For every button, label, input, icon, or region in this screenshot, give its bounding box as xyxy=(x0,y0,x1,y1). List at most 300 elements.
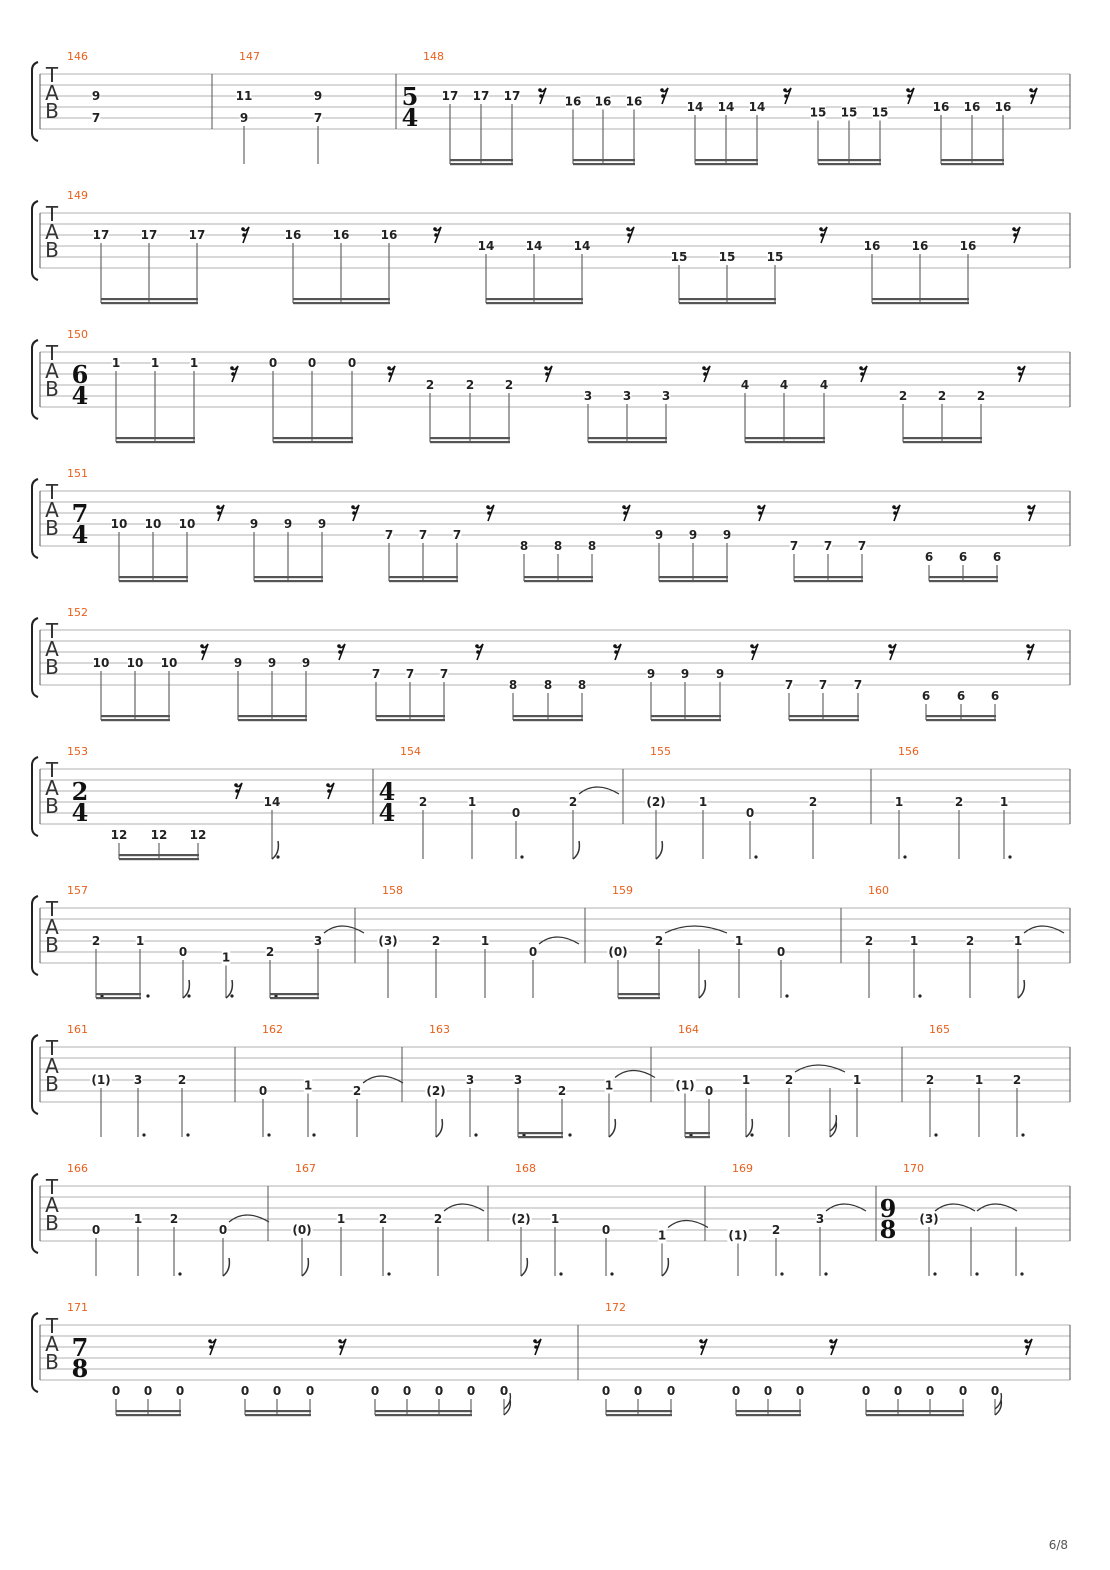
note-beam xyxy=(518,1132,563,1134)
measure-number: 146 xyxy=(67,50,88,63)
fret-number: 0 xyxy=(347,356,357,370)
time-signature-top: 6 xyxy=(71,360,89,389)
tab-clef-letter: T xyxy=(45,480,59,504)
note-beam xyxy=(524,576,593,578)
rest-dot xyxy=(230,366,234,370)
tab-clef-letter: B xyxy=(45,377,59,401)
note-beam xyxy=(903,437,982,439)
fret-number: (3) xyxy=(378,934,398,948)
fret-number: 15 xyxy=(871,105,889,120)
fret-number: 2 xyxy=(771,1223,781,1237)
note-beam xyxy=(375,1414,472,1416)
fret-number: 1 xyxy=(480,934,490,948)
fret-number: 2 xyxy=(378,1212,388,1226)
measure-number: 147 xyxy=(239,50,260,63)
fret-number: 0 xyxy=(731,1384,741,1398)
rest-dot xyxy=(338,1339,342,1343)
fret-number: 1 xyxy=(698,795,708,809)
note-beam xyxy=(389,580,458,582)
measure-number: 164 xyxy=(678,1023,699,1036)
rest-dot xyxy=(337,644,341,648)
measure-number: 156 xyxy=(898,745,919,758)
tab-clef-letter: T xyxy=(45,202,59,226)
note-beam xyxy=(929,576,998,578)
note-flag xyxy=(1018,980,1024,998)
note-beam xyxy=(101,719,170,721)
fret-number: 7 xyxy=(384,528,394,542)
rest-dot xyxy=(1013,233,1017,237)
tab-clef-letter: T xyxy=(45,1314,59,1338)
note-beam xyxy=(794,576,863,578)
system-bracket xyxy=(32,1174,38,1253)
note-beam xyxy=(270,993,319,995)
fret-number: 9 xyxy=(688,528,698,542)
fret-number: 1 xyxy=(909,934,919,948)
staff-system xyxy=(32,1023,1070,1138)
time-signature-top: 5 xyxy=(401,82,419,111)
tie-arc xyxy=(668,1221,708,1228)
fret-number: 9 xyxy=(654,528,664,542)
fret-number: 9 xyxy=(680,667,690,681)
fret-number: 16 xyxy=(932,100,950,114)
fret-number: 0 xyxy=(893,1384,903,1398)
tab-clef-letter: T xyxy=(45,758,59,782)
rest-dot xyxy=(893,511,897,515)
duration-dot xyxy=(903,855,906,858)
fret-number: 2 xyxy=(265,945,275,959)
fret-number: 14 xyxy=(477,239,495,253)
tab-clef-letter: A xyxy=(45,220,59,244)
tab-clef-letter: A xyxy=(45,637,59,661)
fret-number: 9 xyxy=(249,517,259,531)
fret-number: 9 xyxy=(91,89,101,103)
fret-number: 6 xyxy=(990,689,1000,703)
measure-number: 157 xyxy=(67,884,88,897)
rest-dot xyxy=(758,511,762,515)
rest-dot xyxy=(784,94,788,98)
system-bracket xyxy=(32,1035,38,1114)
fret-number: 2 xyxy=(864,934,874,948)
note-beam xyxy=(929,580,998,582)
measure-number: 155 xyxy=(650,745,671,758)
fret-number: 3 xyxy=(815,1212,825,1226)
duration-dot xyxy=(186,1133,189,1136)
fret-number: 16 xyxy=(863,239,881,253)
note-beam xyxy=(293,302,390,304)
note-beam xyxy=(872,302,969,304)
note-beam xyxy=(573,163,635,165)
fret-number: 0 xyxy=(307,356,317,370)
note-beam xyxy=(679,302,776,304)
rest-dot xyxy=(892,505,896,509)
measure-number: 170 xyxy=(903,1162,924,1175)
fret-number: 1 xyxy=(189,356,199,370)
fret-number: 17 xyxy=(92,228,110,242)
fret-number: 0 xyxy=(499,1384,509,1398)
note-beam xyxy=(254,580,323,582)
fret-number: 1 xyxy=(657,1228,667,1243)
note-beam xyxy=(116,1414,181,1416)
tab-clef-letter: A xyxy=(45,1054,59,1078)
measure-number: 163 xyxy=(429,1023,450,1036)
time-signature-bottom: 4 xyxy=(71,520,89,549)
fret-number: 14 xyxy=(525,239,543,253)
tab-clef-letter: B xyxy=(45,238,59,262)
system-bracket xyxy=(32,896,38,975)
note-beam xyxy=(430,441,510,443)
fret-number: 6 xyxy=(921,689,931,703)
fret-number: 1 xyxy=(852,1073,862,1087)
fret-number: 0 xyxy=(402,1384,412,1398)
fret-number: 10 xyxy=(160,656,178,670)
rest-dot xyxy=(217,511,221,515)
note-beam xyxy=(254,576,323,578)
fret-number: 1 xyxy=(150,356,160,370)
measure-number: 160 xyxy=(868,884,889,897)
rest-dot xyxy=(700,1345,704,1349)
fret-number: 0 xyxy=(218,1223,228,1237)
fret-number: 0 xyxy=(258,1084,268,1098)
measure-number: 152 xyxy=(67,606,88,619)
fret-number: 1 xyxy=(894,795,904,809)
tab-clef-letter: A xyxy=(45,359,59,383)
rest-dot xyxy=(476,650,480,654)
time-signature-top: 9 xyxy=(879,1194,897,1223)
fret-number: 0 xyxy=(763,1384,773,1398)
fret-number: 0 xyxy=(925,1384,935,1398)
fret-number: 0 xyxy=(704,1084,714,1098)
time-signature-bottom: 4 xyxy=(378,798,396,827)
duration-dot xyxy=(559,1272,562,1275)
fret-number: 4 xyxy=(779,378,789,392)
fret-number: 2 xyxy=(433,1212,443,1226)
fret-number: 3 xyxy=(465,1073,475,1087)
note-beam xyxy=(119,580,188,582)
fret-number: 0 xyxy=(268,356,278,370)
note-flag xyxy=(699,980,705,998)
fret-number: 2 xyxy=(557,1084,567,1098)
fret-number: 2 xyxy=(1012,1073,1022,1087)
rest-dot xyxy=(242,233,246,237)
measure-number: 171 xyxy=(67,1301,88,1314)
fret-number: 7 xyxy=(371,667,381,681)
fret-number: 0 xyxy=(795,1384,805,1398)
fret-number: 7 xyxy=(857,539,867,553)
fret-number: 1 xyxy=(604,1078,614,1093)
note-beam xyxy=(573,159,635,161)
fret-number: 2 xyxy=(352,1084,362,1098)
rest-dot xyxy=(614,650,618,654)
measure-number: 161 xyxy=(67,1023,88,1036)
rest-dot xyxy=(433,227,437,231)
staff-system xyxy=(32,1162,1070,1276)
duration-dot xyxy=(568,1133,571,1136)
system-bracket xyxy=(32,201,38,280)
tab-clef-letter: B xyxy=(45,516,59,540)
fret-number: 10 xyxy=(92,656,110,670)
fret-number: 7 xyxy=(313,111,323,125)
note-beam xyxy=(376,715,445,717)
fret-number: 16 xyxy=(911,239,929,253)
fret-number: 11 xyxy=(235,89,253,103)
fret-number: 10 xyxy=(178,517,196,531)
rest-dot xyxy=(860,372,864,376)
fret-number: 8 xyxy=(553,539,563,553)
fret-number: 16 xyxy=(564,94,582,109)
duration-dot xyxy=(1008,855,1011,858)
duration-dot xyxy=(178,1272,181,1275)
system-bracket xyxy=(32,479,38,558)
fret-number: 6 xyxy=(956,689,966,703)
fret-number: 14 xyxy=(748,100,766,114)
staff-system xyxy=(32,884,1070,999)
note-beam xyxy=(376,719,445,721)
duration-dot xyxy=(785,994,788,997)
note-beam xyxy=(651,715,721,717)
rest-dot xyxy=(339,1345,343,1349)
rest-dot xyxy=(200,644,204,648)
fret-number: 4 xyxy=(740,378,750,392)
note-beam xyxy=(818,163,881,165)
system-bracket xyxy=(32,62,38,141)
fret-number: (1) xyxy=(728,1228,748,1243)
fret-number: 7 xyxy=(91,111,101,125)
fret-number: 16 xyxy=(332,228,350,242)
duration-dot xyxy=(754,855,757,858)
rest-dot xyxy=(702,366,706,370)
rest-dot xyxy=(209,1345,213,1349)
fret-number: 2 xyxy=(177,1073,187,1087)
tab-clef-letter: T xyxy=(45,1036,59,1060)
fret-number: 12 xyxy=(110,828,128,842)
fret-number: 0 xyxy=(91,1223,101,1237)
rest-dot xyxy=(1027,505,1031,509)
fret-number: 6 xyxy=(924,550,934,564)
fret-number: 14 xyxy=(686,100,704,114)
rest-dot xyxy=(216,505,220,509)
tab-clef-letter: T xyxy=(45,619,59,643)
rest-dot xyxy=(859,366,863,370)
staff-system xyxy=(32,745,1070,860)
rest-dot xyxy=(201,650,205,654)
rest-dot xyxy=(434,233,438,237)
note-beam xyxy=(866,1410,964,1412)
rest-dot xyxy=(486,505,490,509)
tab-clef-letter: B xyxy=(45,99,59,123)
note-flag xyxy=(436,1119,442,1137)
fret-number: 17 xyxy=(441,89,459,103)
fret-number: 1 xyxy=(734,934,744,948)
note-beam xyxy=(941,163,1004,165)
fret-number: 0 xyxy=(175,1384,185,1398)
note-beam xyxy=(430,437,510,439)
fret-number: 7 xyxy=(853,678,863,692)
duration-dot xyxy=(387,1272,390,1275)
tab-clef-letter: A xyxy=(45,915,59,939)
rest-dot xyxy=(538,88,542,92)
rest-dot xyxy=(388,372,392,376)
note-beam xyxy=(524,580,593,582)
fret-number: 0 xyxy=(666,1384,676,1398)
staff-system xyxy=(32,1301,1070,1416)
duration-dot xyxy=(918,994,921,997)
rest-dot xyxy=(1017,366,1021,370)
page-number: 6/8 xyxy=(1048,1538,1068,1552)
note-flag xyxy=(521,1258,527,1276)
note-beam xyxy=(818,159,881,161)
fret-number: 7 xyxy=(405,667,415,681)
note-beam xyxy=(101,715,170,717)
fret-number: 12 xyxy=(189,828,207,842)
note-beam xyxy=(273,437,353,439)
note-beam xyxy=(736,1410,801,1412)
fret-number: 15 xyxy=(840,105,858,120)
duration-dot xyxy=(934,1133,937,1136)
fret-number: 2 xyxy=(425,378,435,392)
rest-dot xyxy=(1028,511,1032,515)
fret-number: 16 xyxy=(959,239,977,253)
measure-number: 168 xyxy=(515,1162,536,1175)
rest-dot xyxy=(888,644,892,648)
rest-dot xyxy=(820,233,824,237)
system-bracket xyxy=(32,757,38,836)
note-beam xyxy=(794,580,863,582)
fret-number: 7 xyxy=(818,678,828,692)
fret-number: 0 xyxy=(861,1384,871,1398)
tab-clef-letter: B xyxy=(45,794,59,818)
note-beam xyxy=(116,437,195,439)
rest-dot xyxy=(539,94,543,98)
fret-number: 1 xyxy=(133,1212,143,1226)
tab-clef-letter: A xyxy=(45,81,59,105)
fret-number: 16 xyxy=(594,94,612,109)
note-beam xyxy=(486,302,583,304)
rest-dot xyxy=(1018,372,1022,376)
fret-number: 2 xyxy=(808,795,818,809)
fret-number: 1 xyxy=(303,1078,313,1093)
fret-number: 8 xyxy=(577,678,587,692)
note-flag xyxy=(223,1258,229,1276)
fret-number: 17 xyxy=(188,228,206,242)
rest-dot xyxy=(475,644,479,648)
fret-number: 9 xyxy=(646,667,656,681)
note-beam xyxy=(872,298,969,300)
rest-dot xyxy=(1024,1339,1028,1343)
fret-number: 2 xyxy=(937,389,947,403)
fret-number: 2 xyxy=(976,389,986,403)
rest-dot xyxy=(1030,94,1034,98)
duration-dot xyxy=(142,1133,145,1136)
note-beam xyxy=(119,854,199,856)
rest-dot xyxy=(622,505,626,509)
duration-dot xyxy=(824,1272,827,1275)
fret-number: 2 xyxy=(654,934,664,948)
fret-number: 12 xyxy=(150,828,168,842)
fret-number: 10 xyxy=(144,517,162,531)
fret-number: 2 xyxy=(898,389,908,403)
fret-number: 3 xyxy=(583,389,593,403)
fret-number: 0 xyxy=(178,945,188,959)
fret-number: 2 xyxy=(169,1212,179,1226)
fret-number: 17 xyxy=(472,89,490,103)
rest-dot xyxy=(544,366,548,370)
fret-number: 1 xyxy=(1013,934,1023,948)
duration-dot xyxy=(187,994,190,997)
time-signature-top: 2 xyxy=(71,777,89,806)
fret-number: 1 xyxy=(999,795,1009,809)
measure-number: 148 xyxy=(423,50,444,63)
note-flag xyxy=(573,841,579,859)
fret-number: 0 xyxy=(633,1384,643,1398)
note-beam xyxy=(866,1414,964,1416)
fret-number: 2 xyxy=(504,378,514,392)
note-beam xyxy=(486,298,583,300)
note-beam xyxy=(238,715,307,717)
note-beam xyxy=(745,441,825,443)
duration-dot xyxy=(312,1133,315,1136)
rest-dot xyxy=(623,511,627,515)
staff-system xyxy=(32,189,1070,304)
rest-dot xyxy=(757,505,761,509)
fret-number: 2 xyxy=(925,1073,935,1087)
duration-dot xyxy=(933,1272,936,1275)
note-beam xyxy=(270,997,319,999)
rest-dot xyxy=(906,88,910,92)
note-beam xyxy=(245,1410,311,1412)
fret-number: 1 xyxy=(111,356,121,370)
fret-number: 0 xyxy=(776,945,786,959)
tab-clef-letter: B xyxy=(45,655,59,679)
note-beam xyxy=(695,159,758,161)
duration-dot xyxy=(780,1272,783,1275)
note-beam xyxy=(606,1414,672,1416)
fret-number: 14 xyxy=(573,239,591,253)
fret-number: 0 xyxy=(434,1384,444,1398)
fret-number: 2 xyxy=(465,378,475,392)
note-beam xyxy=(679,298,776,300)
rest-dot xyxy=(234,783,238,787)
measure-number: 172 xyxy=(605,1301,626,1314)
fret-number: 9 xyxy=(267,656,277,670)
note-beam xyxy=(389,576,458,578)
measure-number: 154 xyxy=(400,745,421,758)
fret-number: 3 xyxy=(313,934,323,948)
fret-number: (0) xyxy=(608,945,628,959)
time-signature-bottom: 8 xyxy=(879,1215,897,1244)
fret-number: 9 xyxy=(283,517,293,531)
note-beam xyxy=(293,298,390,300)
measure-number: 149 xyxy=(67,189,88,202)
note-beam xyxy=(789,715,859,717)
fret-number: 2 xyxy=(568,795,578,809)
rest-dot xyxy=(907,94,911,98)
fret-number: 2 xyxy=(954,795,964,809)
rest-dot xyxy=(889,650,893,654)
fret-number: 16 xyxy=(625,94,643,109)
duration-dot xyxy=(610,1272,613,1275)
fret-number: 16 xyxy=(284,228,302,242)
fret-number: 9 xyxy=(239,111,249,125)
fret-number: 3 xyxy=(661,389,671,403)
fret-number: 1 xyxy=(336,1212,346,1226)
rest-dot xyxy=(1012,227,1016,231)
note-beam xyxy=(119,576,188,578)
fret-number: 7 xyxy=(784,678,794,692)
note-beam xyxy=(736,1414,801,1416)
note-beam xyxy=(618,997,660,999)
fret-number: 9 xyxy=(722,528,732,542)
system-bracket xyxy=(32,1313,38,1392)
